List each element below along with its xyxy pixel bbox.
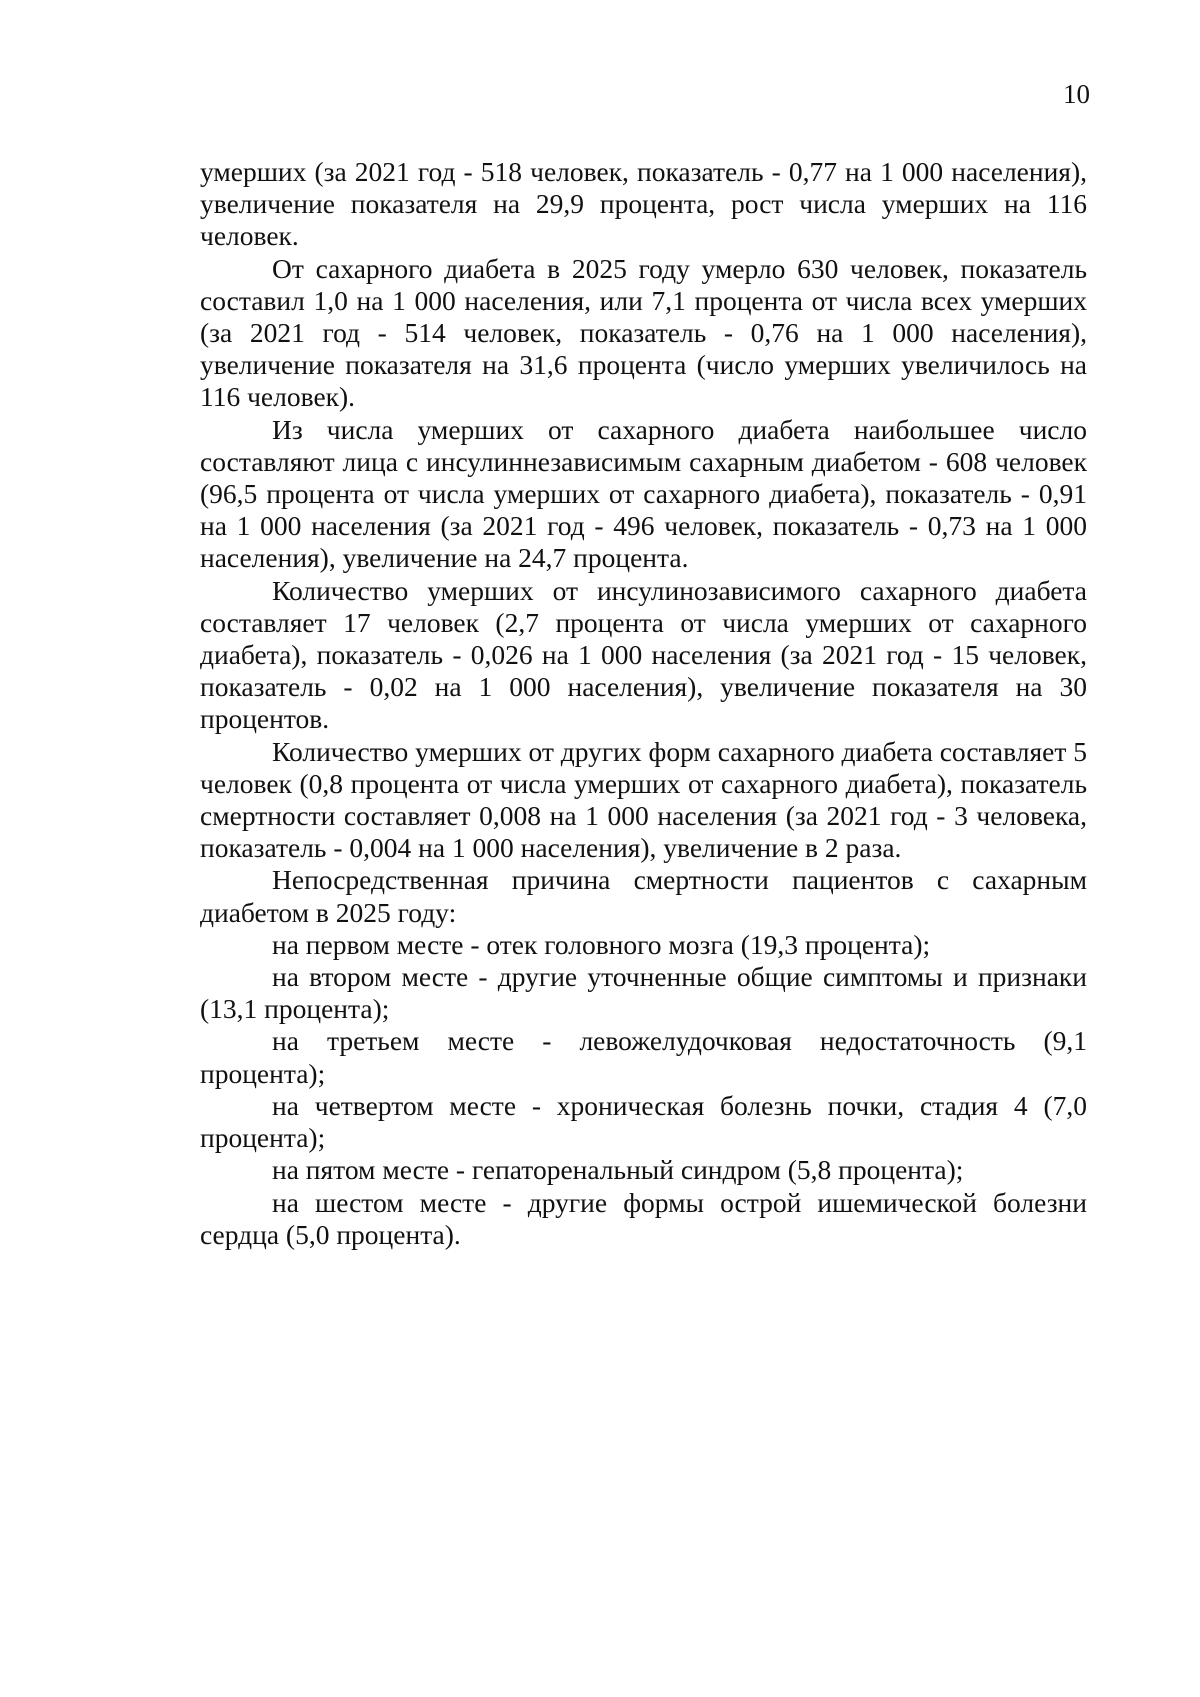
paragraph-causes-intro: Непосредственная причина смертности пациентов с сахарным диабетом в 2025 году:: [200, 864, 1087, 928]
page-number: 10: [1063, 79, 1090, 109]
paragraph-diabetes-deaths: От сахарного диабета в 2025 году умерло 630 человек, показатель составил 1,0 на 1 000 населения, или 7,1 процента от числа всех умерших (за 2021 год - 514 человек, показатель - 0,76 на 1 000 населения), увеличение показателя на 31,6 процента (число умерших увеличилось на 116 человек).: [200, 252, 1087, 413]
paragraph-type1-diabetes: Количество умерших от инсулинозависимого сахарного диабета составляет 17 человек (2,7 процента от числа умерших от сахарного диабета), показатель - 0,026 на 1 000 населения (за 2021 год - 15 человек, показатель - 0,02 на 1 000 населения), увеличение показателя на 30 процентов.: [200, 574, 1087, 735]
document-body: [200, 156, 1087, 1251]
paragraph-type2-diabetes: Из числа умерших от сахарного диабета наибольшее число составляют лица с инсулиннезависимым сахарным диабетом - 608 человек (96,5 процента от числа умерших от сахарного диабета), показатель - 0,91 на 1 000 населения (за 2021 год - 496 человек, показатель - 0,73 на 1 000 населения), увеличение на 24,7 процента.: [200, 413, 1087, 574]
list-item-cause-1: на первом месте - отек головного мозга (19,3 процента);: [272, 928, 931, 960]
paragraph-continuation: умерших (за 2021 год - 518 человек, показатель - 0,77 на 1 000 населения), увеличение показателя на 29,9 процента, рост числа умерших на 116 человек.: [200, 156, 1087, 252]
list-item-cause-2: на втором месте - другие уточненные общие симптомы и признаки (13,1 процента);: [200, 961, 1087, 1025]
list-item-cause-4: на четвертом месте - хроническая болезнь почки, стадия 4 (7,0 процента);: [200, 1089, 1087, 1154]
list-item-cause-5: на пятом месте - гепаторенальный синдром (5,8 процента);: [272, 1154, 964, 1186]
paragraph-other-diabetes: Количество умерших от других форм сахарного диабета составляет 5 человек (0,8 процента от числа умерших от сахарного диабета), показатель смертности составляет 0,008 на 1 000 населения (за 2021 год - 3 человека, показатель - 0,004 на 1 000 населения), увеличение в 2 раза.: [200, 735, 1087, 864]
list-item-cause-3: на третьем месте - левожелудочковая недостаточность (9,1 процента);: [200, 1025, 1087, 1089]
list-item-cause-6: на шестом месте - другие формы острой ишемической болезни сердца (5,0 процента).: [200, 1186, 1087, 1250]
